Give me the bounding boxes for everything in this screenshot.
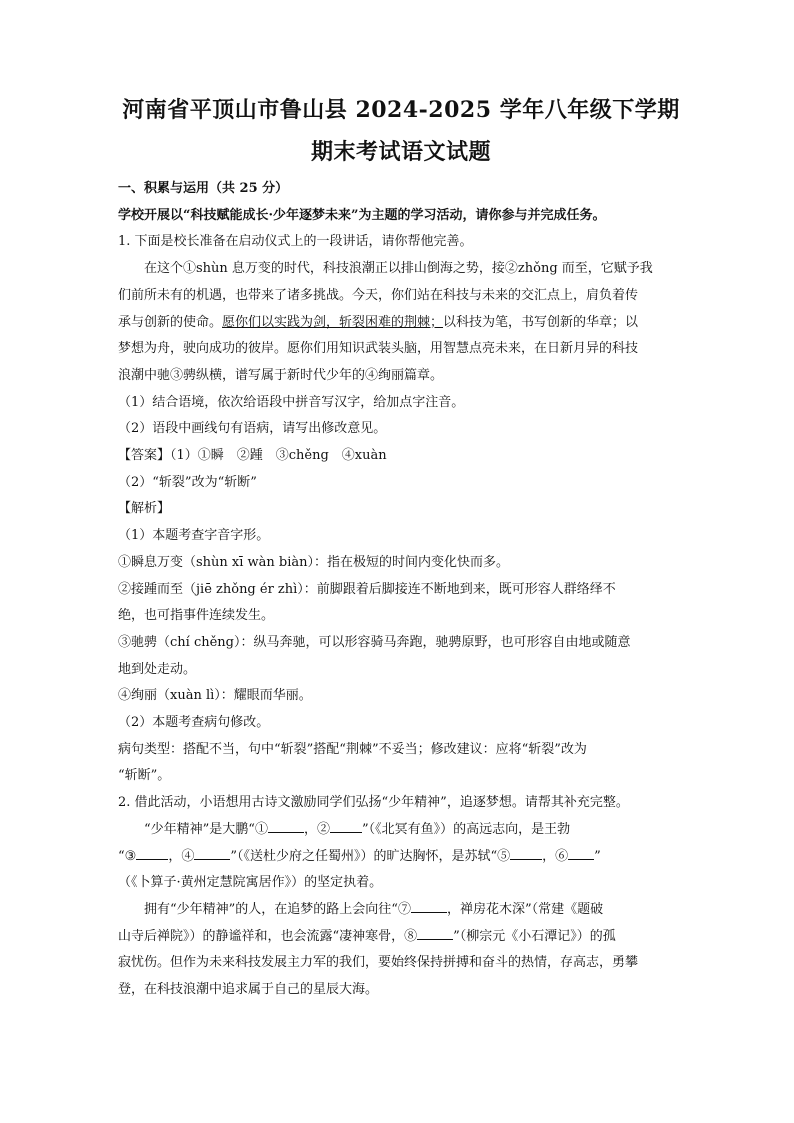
text: 拥有“少年精神”的人，在追梦的路上会向往“⑦ (144, 901, 411, 917)
analysis-line: 地到处走动。 (118, 661, 197, 677)
q1-passage-line: 在这个①shùn 息万变的时代，科技浪潮正以排山倒海之势，接②zhǒng 而至，它赋予我 (144, 261, 653, 277)
title-line-1: 河南省平顶山市鲁山县 2024-2025 学年八年级下学期 (122, 97, 680, 123)
text: “③ (118, 848, 137, 864)
q1-passage-line: 浪潮中驰③骋纵横，谱写属于新时代少年的④绚丽篇章。 (118, 367, 444, 383)
text: ，② (303, 821, 330, 837)
text: 以科技为笔，书写创新的华章；以 (443, 314, 639, 330)
section-intro: 学校开展以“科技赋能成长·少年逐梦未来”为主题的学习活动，请你参与并完成任务。 (118, 207, 606, 223)
document-page (118, 96, 684, 1004)
section-heading: 一、积累与运用（共 25 分） (118, 181, 289, 196)
q1-passage-line: 们前所未有的机遇，也带来了诸多挑战。今天，你们站在科技与未来的交汇点上，肩负着传 (118, 287, 639, 303)
text: ”（《送杜少府之任蜀州》）的旷达胸怀，是苏轼“⑤ (230, 848, 511, 864)
q1-sub-question: （1）结合语境，依次给语段中拼音写汉字，给加点字注音。 (118, 394, 465, 410)
q1-sub-question: （2）语段中画线句有语病，请写出修改意见。 (118, 421, 387, 437)
text: ”（《北冥有鱼》）的高远志向，是王勃 (361, 821, 571, 837)
text: “少年精神”是大鹏“① (144, 821, 268, 837)
q2-passage-line: 登，在科技浪潮中追求属于自己的星辰大海。 (118, 982, 379, 998)
analysis-line: ④绚丽（xuàn lì）：耀眼而华丽。 (118, 688, 312, 704)
q1-passage-line (118, 310, 684, 337)
q2-passage-line (118, 897, 684, 924)
analysis-line: （1）本题考查字音字形。 (118, 528, 270, 544)
analysis-line: ②接踵而至（jiē zhǒng ér zhì）：前脚跟着后脚接连不断地到来，既可形容人群络绎不 (118, 581, 616, 597)
fill-blank[interactable] (411, 899, 447, 913)
text: ”（柳宗元《小石潭记》）的孤 (453, 928, 616, 944)
fill-blank[interactable] (136, 846, 168, 860)
analysis-line: ③驰骋（chí chěng）：纵马奔驰，可以形容骑马奔跑，驰骋原野，也可形容自由地或随意 (118, 634, 631, 650)
answer-line: （2）“斩裂”改为“斩断” (118, 474, 257, 490)
fill-blank[interactable] (417, 926, 453, 940)
text: 山寺后禅院》）的静谧祥和，也会流露“凄神寒骨，⑧ (118, 928, 418, 944)
q2-passage-line: 寂忧伤。但作为未来科技发展主力军的我们，要始终保持拼搏和奋斗的热情，存高志，勇攀 (118, 955, 639, 971)
fill-blank[interactable] (268, 819, 304, 833)
analysis-label: 【解析】 (118, 501, 171, 517)
q2-passage-line: （《卜算子·黄州定慧院寓居作》）的坚定执着。 (118, 875, 383, 891)
analysis-line: （2）本题考查病句修改。 (118, 715, 270, 731)
text: ，④ (168, 848, 195, 864)
fill-blank[interactable] (194, 846, 230, 860)
analysis-line: “斩断”。 (118, 768, 171, 784)
fill-blank[interactable] (568, 846, 594, 860)
q2-passage-line (118, 817, 684, 844)
text: ，禅房花木深”（常建《题破 (446, 901, 604, 917)
text: ，⑥ (542, 848, 569, 864)
q2-stem: 2. 借此活动，小语想用古诗文激励同学们弘扬“少年精神”，追逐梦想。请帮其补充完整。 (118, 795, 629, 811)
q1-passage-line: 梦想为舟，驶向成功的彼岸。愿你们用知识武装头脑，用智慧点亮未来，在日新月异的科技 (118, 341, 639, 357)
answer-line: 【答案】（1）①瞬 ②踵 ③chěng ④xuàn (118, 448, 387, 464)
fill-blank[interactable] (330, 819, 362, 833)
q2-passage-line (118, 844, 684, 871)
title-line-2: 期末考试语文试题 (310, 139, 491, 165)
analysis-line: ①瞬息万变（shùn xī wàn biàn）：指在极短的时间内变化快而多。 (118, 554, 510, 570)
text: 承与创新的使命。 (118, 314, 223, 330)
analysis-line: 绝，也可指事件连续发生。 (118, 608, 275, 624)
q1-stem: 1. 下面是校长准备在启动仪式上的一段讲话，请你帮他完善。 (118, 234, 473, 250)
fill-blank[interactable] (510, 846, 542, 860)
underlined-sentence: 愿你们以实践为剑，斩裂困难的荆棘； (222, 314, 444, 330)
text: ” (594, 848, 601, 864)
analysis-line: 病句类型：搭配不当，句中“斩裂”搭配“荆棘”不妥当；修改建议：应将“斩裂”改为 (118, 741, 587, 757)
q2-passage-line (118, 924, 684, 951)
